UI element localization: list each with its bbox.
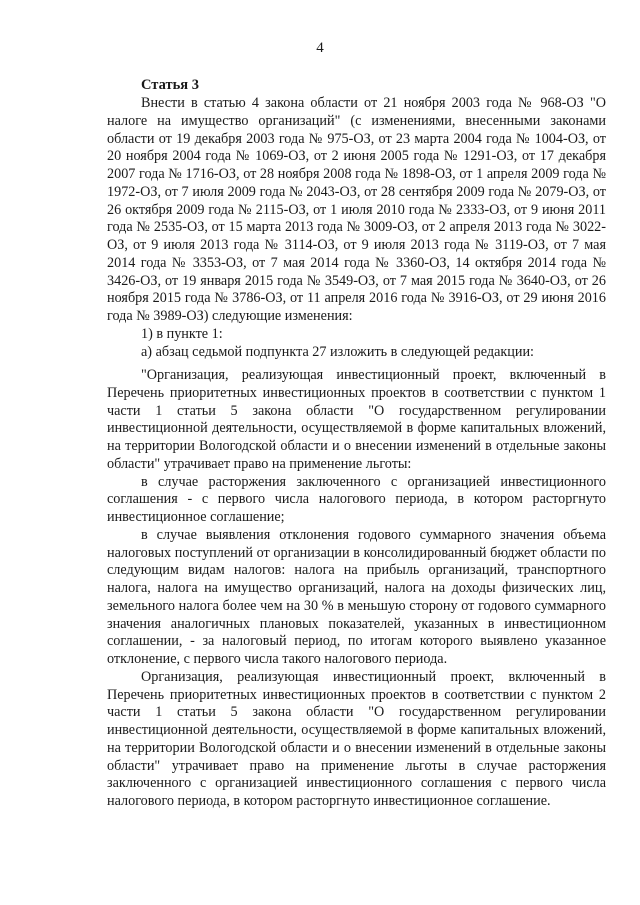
subitem-a: а) абзац седьмой подпункта 27 изложить в следующей редакции: [141,343,535,360]
page-number: 4 [316,40,324,56]
quoted-text-section [107,367,606,811]
article-heading: Статья 3 [141,77,199,93]
quote-paragraph-1: "Организация, реализующая инвестиционный проект, включенный в Перечень приоритетных инвестиционных проектов в соответствии с пунктом 1 части 1 статьи 5 закона области "О государственном регулировании инвестиционной деятельности, осуществляемой в форме капитальных вложений, на территории Вологодской области и о внесении изменений в отдельные законы области" утрачивает право на применение льготы: [107,367,606,472]
quote-paragraph-4: Организация, реализующая инвестиционный проект, включенный в Перечень приоритетных инвестиционных проектов в соответствии с пунктом 2 части 1 статьи 5 закона области "О государственном регулировании инвестиционной деятельности, осуществляемой в форме капитальных вложений, на территории Вологодской области и о внесении изменений в отдельные законы области" утрачивает право на применение льготы в случае расторжения заключенного с организацией инвестиционного соглашения с первого числа налогового периода, в котором расторгнуто инвестиционное соглашение. [107,668,606,809]
quote-paragraph-2: в случае расторжения заключенного с организацией инвестиционного соглашения - с первого числа налогового периода, в котором расторгнуто инвестиционное соглашение; [107,473,606,525]
item-1: 1) в пункте 1: [141,325,223,342]
intro-section [107,95,606,361]
quote-paragraph-3: в случае выявления отклонения годового суммарного значения объема налоговых поступлений от организации в консолидированный бюджет области по следующим видам налогов: налога на прибыль организаций, транспортного налога, налога на имущество организаций, налога на доходы физических лиц, земельного налога более чем на 30 % в меньшую сторону от годового суммарного значения аналогичных плановых показателей, указанных в инвестиционном соглашении, - за налоговый период, по итогам которого выявлено указанное отклонение, с первого числа такого налогового периода. [107,526,606,667]
intro-paragraph: Внести в статью 4 закона области от 21 ноября 2003 года № 968-ОЗ "О налоге на имущество организаций" (с изменениями, внесенными законами области от 19 декабря 2003 года № 975-ОЗ, от 23 марта 2004 года № 1004-ОЗ, от 20 ноября 2004 года № 1069-ОЗ, от 2 июня 2005 года № 1291-ОЗ, от 17 декабря 2007 года № 1716-ОЗ, от 28 ноября 2008 года № 1898-ОЗ, от 1 апреля 2009 года № 1972-ОЗ, от 7 июля 2009 года № 2043-ОЗ, от 28 сентября 2009 года № 2079-ОЗ, от 26 октября 2009 года № 2115-ОЗ, от 1 июля 2010 года № 2333-ОЗ, от 9 июня 2011 года № 2535-ОЗ, от 15 марта 2013 года № 3009-ОЗ, от 2 апреля 2013 года № 3022-ОЗ, от 9 июля 2013 года № 3114-ОЗ, от 9 июля 2013 года № 3119-ОЗ, от 7 мая 2014 года № 3353-ОЗ, от 7 мая 2014 года № 3360-ОЗ, 14 октября 2014 года № 3426-ОЗ, от 19 января 2015 года № 3549-ОЗ, от 7 мая 2015 года № 3640-ОЗ, от 26 ноября 2015 года № 3786-ОЗ, от 11 апреля 2016 года № 3916-ОЗ, от 29 июня 2016 года № 3989-ОЗ) следующие изменения: [107,95,606,324]
